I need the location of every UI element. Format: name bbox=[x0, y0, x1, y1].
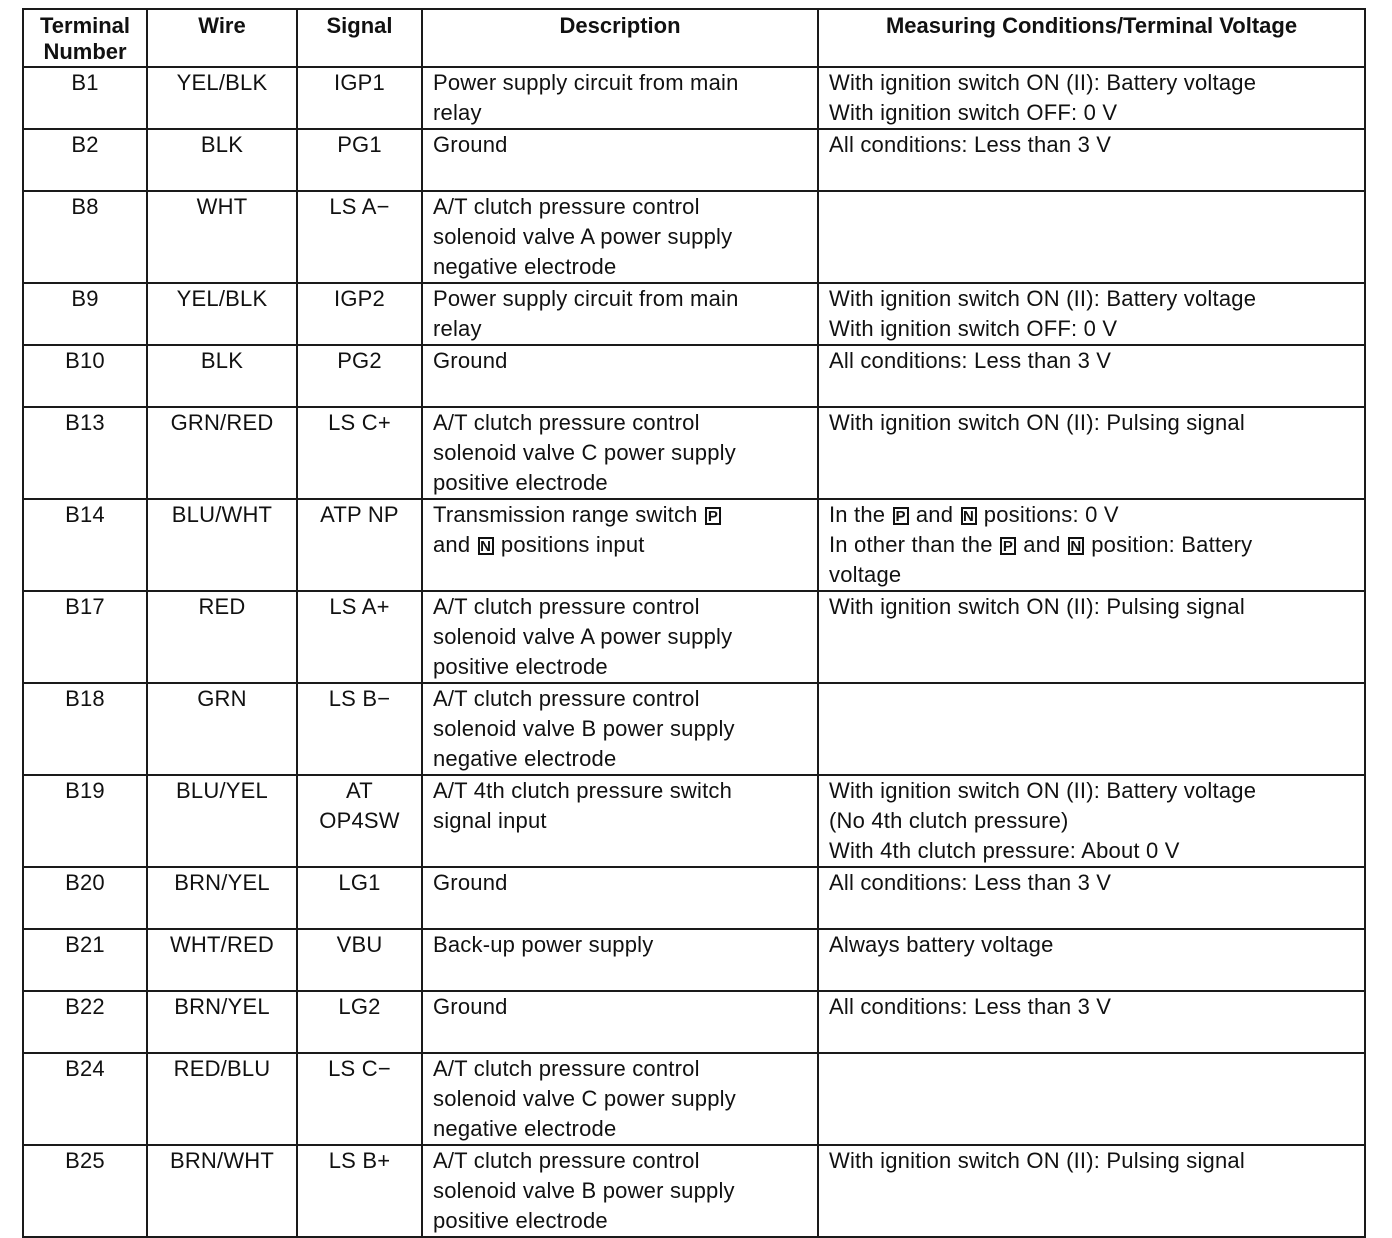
description-cell-line: A/T clutch pressure control bbox=[433, 1056, 700, 1081]
wire-cell bbox=[147, 775, 297, 867]
conditions-cell-line: With ignition switch ON (II): Pulsing signal bbox=[829, 594, 1245, 619]
description-cell-line: positive electrode bbox=[433, 470, 608, 495]
terminal-number-cell bbox=[23, 591, 147, 683]
description-cell-line: A/T 4th clutch pressure switch bbox=[433, 778, 733, 803]
wire-cell-line: RED bbox=[198, 594, 246, 619]
description-cell-line: Ground bbox=[433, 132, 508, 157]
signal-cell-line: VBU bbox=[336, 932, 383, 957]
terminal-number-cell-line: B22 bbox=[65, 994, 105, 1019]
conditions-cell bbox=[818, 867, 1365, 929]
conditions-cell-line: With ignition switch ON (II): Pulsing signal bbox=[829, 1148, 1245, 1173]
conditions-cell-line: In the P and N positions: 0 V bbox=[829, 502, 1119, 527]
signal-cell-line: AT bbox=[346, 778, 373, 803]
wire-cell bbox=[147, 991, 297, 1053]
signal-cell bbox=[297, 407, 422, 499]
table-row bbox=[23, 283, 1365, 345]
table-row bbox=[23, 683, 1365, 775]
table-row bbox=[23, 775, 1365, 867]
terminal-number-cell-line: B9 bbox=[71, 286, 99, 311]
description-cell-line: Ground bbox=[433, 348, 508, 373]
conditions-cell-line: (No 4th clutch pressure) bbox=[829, 808, 1069, 833]
conditions-cell bbox=[818, 1145, 1365, 1237]
terminal-number-cell bbox=[23, 929, 147, 991]
signal-cell bbox=[297, 991, 422, 1053]
terminal-number-cell-line: B10 bbox=[65, 348, 105, 373]
description-cell-line: Ground bbox=[433, 870, 508, 895]
conditions-cell-line: Always battery voltage bbox=[829, 932, 1054, 957]
wire-cell bbox=[147, 67, 297, 129]
conditions-cell bbox=[818, 345, 1365, 407]
terminal-table bbox=[22, 8, 1366, 1238]
wire-cell-line: GRN bbox=[197, 686, 247, 711]
description-cell bbox=[422, 991, 818, 1053]
table-row bbox=[23, 345, 1365, 407]
signal-cell-line: LG1 bbox=[338, 870, 381, 895]
conditions-cell bbox=[818, 191, 1365, 283]
terminal-number-cell bbox=[23, 1053, 147, 1145]
terminal-number-cell-line: B20 bbox=[65, 870, 105, 895]
conditions-cell-line: In other than the P and N position: Battery bbox=[829, 532, 1253, 557]
description-cell-line: A/T clutch pressure control bbox=[433, 686, 700, 711]
conditions-cell-line: With ignition switch ON (II): Battery voltage bbox=[829, 286, 1257, 311]
signal-cell bbox=[297, 129, 422, 191]
table-row bbox=[23, 591, 1365, 683]
wire-cell bbox=[147, 929, 297, 991]
signal-cell-line: PG1 bbox=[337, 132, 382, 157]
conditions-cell bbox=[818, 283, 1365, 345]
conditions-cell-line: voltage bbox=[829, 562, 902, 587]
description-cell bbox=[422, 67, 818, 129]
wire-cell-line: BLU/YEL bbox=[176, 778, 268, 803]
signal-cell-line: LS B+ bbox=[328, 1148, 391, 1173]
signal-cell-line: LS C− bbox=[328, 1056, 391, 1081]
signal-cell-line: ATP NP bbox=[320, 502, 399, 527]
signal-cell bbox=[297, 1145, 422, 1237]
terminal-number-cell-line: B19 bbox=[65, 778, 105, 803]
table-row bbox=[23, 1145, 1365, 1237]
header-terminal-number bbox=[23, 9, 147, 67]
terminal-number-cell bbox=[23, 683, 147, 775]
description-cell-line: signal input bbox=[433, 808, 547, 833]
signal-cell-line: LS B− bbox=[328, 686, 391, 711]
terminal-number-cell-line: B21 bbox=[65, 932, 105, 957]
terminal-number-cell-line: B17 bbox=[65, 594, 105, 619]
terminal-number-cell-line: B14 bbox=[65, 502, 105, 527]
signal-cell bbox=[297, 775, 422, 867]
signal-cell bbox=[297, 499, 422, 591]
signal-cell bbox=[297, 345, 422, 407]
table-body bbox=[23, 67, 1365, 1237]
description-cell-line: solenoid valve B power supply bbox=[433, 716, 735, 741]
conditions-cell bbox=[818, 499, 1365, 591]
terminal-number-cell-line: B2 bbox=[71, 132, 99, 157]
signal-cell-line: OP4SW bbox=[319, 808, 400, 833]
wire-cell bbox=[147, 345, 297, 407]
terminal-number-cell bbox=[23, 775, 147, 867]
terminal-number-cell-line: B24 bbox=[65, 1056, 105, 1081]
terminal-number-cell bbox=[23, 345, 147, 407]
signal-cell bbox=[297, 191, 422, 283]
table-row bbox=[23, 407, 1365, 499]
conditions-cell bbox=[818, 1053, 1365, 1145]
description-cell-line: and N positions input bbox=[433, 532, 645, 557]
description-cell-line: A/T clutch pressure control bbox=[433, 194, 700, 219]
description-cell-line: solenoid valve A power supply bbox=[433, 224, 733, 249]
conditions-cell-line: With 4th clutch pressure: About 0 V bbox=[829, 838, 1180, 863]
conditions-cell bbox=[818, 683, 1365, 775]
description-cell-line: Transmission range switch P bbox=[433, 500, 813, 530]
description-cell bbox=[422, 929, 818, 991]
wire-cell bbox=[147, 1145, 297, 1237]
signal-cell bbox=[297, 1053, 422, 1145]
table-row bbox=[23, 929, 1365, 991]
signal-cell bbox=[297, 67, 422, 129]
signal-cell-line: PG2 bbox=[337, 348, 382, 373]
conditions-cell-line: With ignition switch ON (II): Pulsing signal bbox=[829, 410, 1245, 435]
conditions-cell bbox=[818, 129, 1365, 191]
description-cell-line: Power supply circuit from main bbox=[433, 286, 739, 311]
terminal-number-cell bbox=[23, 867, 147, 929]
table-row bbox=[23, 499, 1365, 591]
header-description: Description bbox=[422, 9, 818, 67]
description-cell-line: Ground bbox=[433, 994, 508, 1019]
header-signal: Signal bbox=[297, 9, 422, 67]
description-cell-line: solenoid valve C power supply bbox=[433, 440, 736, 465]
description-cell bbox=[422, 345, 818, 407]
wire-cell bbox=[147, 407, 297, 499]
wire-cell-line: YEL/BLK bbox=[176, 70, 268, 95]
description-cell bbox=[422, 775, 818, 867]
description-cell-line: solenoid valve B power supply bbox=[433, 1178, 735, 1203]
description-cell-line: relay bbox=[433, 100, 482, 125]
wire-cell-line: BLK bbox=[200, 348, 244, 373]
header-terminal-line1: Terminal bbox=[39, 13, 131, 38]
wire-cell-line: GRN/RED bbox=[170, 410, 274, 435]
table-row bbox=[23, 1053, 1365, 1145]
wire-cell bbox=[147, 683, 297, 775]
signal-cell-line: IGP1 bbox=[334, 70, 385, 95]
boxed-letter: P bbox=[705, 507, 721, 525]
description-cell bbox=[422, 683, 818, 775]
description-cell bbox=[422, 129, 818, 191]
signal-cell-line: LS A+ bbox=[329, 594, 390, 619]
table-row bbox=[23, 129, 1365, 191]
wire-cell-line: BLU/WHT bbox=[171, 502, 273, 527]
boxed-letter: P bbox=[893, 507, 909, 525]
table-row bbox=[23, 867, 1365, 929]
conditions-cell bbox=[818, 591, 1365, 683]
signal-cell bbox=[297, 929, 422, 991]
boxed-letter: N bbox=[1068, 537, 1084, 555]
header-row bbox=[23, 9, 1365, 67]
signal-cell bbox=[297, 683, 422, 775]
boxed-letter: N bbox=[961, 507, 977, 525]
terminal-number-cell-line: B13 bbox=[65, 410, 105, 435]
wire-cell bbox=[147, 129, 297, 191]
wire-cell bbox=[147, 1053, 297, 1145]
wire-cell-line: BRN/YEL bbox=[174, 994, 270, 1019]
signal-cell-line: IGP2 bbox=[334, 286, 385, 311]
terminal-number-cell bbox=[23, 283, 147, 345]
signal-cell-line: LS C+ bbox=[328, 410, 391, 435]
header-conditions: Measuring Conditions/Terminal Voltage bbox=[818, 9, 1365, 67]
header-terminal-line2: Number bbox=[43, 39, 127, 64]
terminal-number-cell bbox=[23, 67, 147, 129]
terminal-number-cell-line: B8 bbox=[71, 194, 99, 219]
description-cell-line: solenoid valve A power supply bbox=[433, 624, 733, 649]
table-row bbox=[23, 191, 1365, 283]
conditions-cell bbox=[818, 991, 1365, 1053]
wire-cell-line: BRN/YEL bbox=[174, 870, 270, 895]
description-cell-line: A/T clutch pressure control bbox=[433, 1148, 700, 1173]
description-cell bbox=[422, 1145, 818, 1237]
description-cell-line: relay bbox=[433, 316, 482, 341]
boxed-letter: N bbox=[478, 537, 494, 555]
description-cell-line: negative electrode bbox=[433, 1116, 617, 1141]
terminal-number-cell bbox=[23, 129, 147, 191]
description-cell bbox=[422, 407, 818, 499]
terminal-number-cell-line: B1 bbox=[71, 70, 99, 95]
conditions-cell-line: With ignition switch ON (II): Battery voltage bbox=[829, 778, 1257, 803]
conditions-cell-line: With ignition switch OFF: 0 V bbox=[829, 100, 1118, 125]
conditions-cell bbox=[818, 67, 1365, 129]
conditions-cell-line: With ignition switch OFF: 0 V bbox=[829, 316, 1118, 341]
terminal-number-cell bbox=[23, 407, 147, 499]
description-cell bbox=[422, 283, 818, 345]
conditions-cell-line: All conditions: Less than 3 V bbox=[829, 870, 1112, 895]
description-cell-line: negative electrode bbox=[433, 746, 617, 771]
table-row bbox=[23, 991, 1365, 1053]
wire-cell-line: BRN/WHT bbox=[169, 1148, 275, 1173]
description-cell bbox=[422, 591, 818, 683]
signal-cell bbox=[297, 591, 422, 683]
wire-cell bbox=[147, 283, 297, 345]
conditions-cell-line: With ignition switch ON (II): Battery voltage bbox=[829, 70, 1257, 95]
description-cell-line: A/T clutch pressure control bbox=[433, 410, 700, 435]
wire-cell-line: WHT bbox=[196, 194, 248, 219]
description-cell bbox=[422, 1053, 818, 1145]
terminal-number-cell-line: B25 bbox=[65, 1148, 105, 1173]
conditions-cell bbox=[818, 929, 1365, 991]
wire-cell bbox=[147, 499, 297, 591]
conditions-cell-line: All conditions: Less than 3 V bbox=[829, 348, 1112, 373]
conditions-cell-line: All conditions: Less than 3 V bbox=[829, 994, 1112, 1019]
terminal-number-cell bbox=[23, 1145, 147, 1237]
description-cell-line: negative electrode bbox=[433, 254, 617, 279]
description-cell bbox=[422, 191, 818, 283]
terminal-number-cell-line: B18 bbox=[65, 686, 105, 711]
signal-cell-line: LS A− bbox=[329, 194, 390, 219]
conditions-cell bbox=[818, 407, 1365, 499]
description-cell-line: Power supply circuit from main bbox=[433, 70, 739, 95]
description-cell-line: A/T clutch pressure control bbox=[433, 594, 700, 619]
description-cell-line: solenoid valve C power supply bbox=[433, 1086, 736, 1111]
signal-cell bbox=[297, 867, 422, 929]
conditions-cell-line: All conditions: Less than 3 V bbox=[829, 132, 1112, 157]
description-cell bbox=[422, 499, 818, 591]
wire-cell-line: BLK bbox=[200, 132, 244, 157]
wire-cell bbox=[147, 591, 297, 683]
wire-cell-line: YEL/BLK bbox=[176, 286, 268, 311]
wire-cell-line: RED/BLU bbox=[173, 1056, 271, 1081]
header-wire: Wire bbox=[147, 9, 297, 67]
description-cell-line: positive electrode bbox=[433, 1208, 608, 1233]
description-cell-line: positive electrode bbox=[433, 654, 608, 679]
boxed-letter: P bbox=[1000, 537, 1016, 555]
wire-cell bbox=[147, 191, 297, 283]
terminal-number-cell bbox=[23, 499, 147, 591]
terminal-number-cell bbox=[23, 191, 147, 283]
conditions-cell bbox=[818, 775, 1365, 867]
wire-cell bbox=[147, 867, 297, 929]
description-cell-line: Back-up power supply bbox=[433, 932, 654, 957]
signal-cell-line: LG2 bbox=[338, 994, 381, 1019]
signal-cell bbox=[297, 283, 422, 345]
description-cell bbox=[422, 867, 818, 929]
terminal-number-cell bbox=[23, 991, 147, 1053]
wire-cell-line: WHT/RED bbox=[169, 932, 275, 957]
table-row bbox=[23, 67, 1365, 129]
